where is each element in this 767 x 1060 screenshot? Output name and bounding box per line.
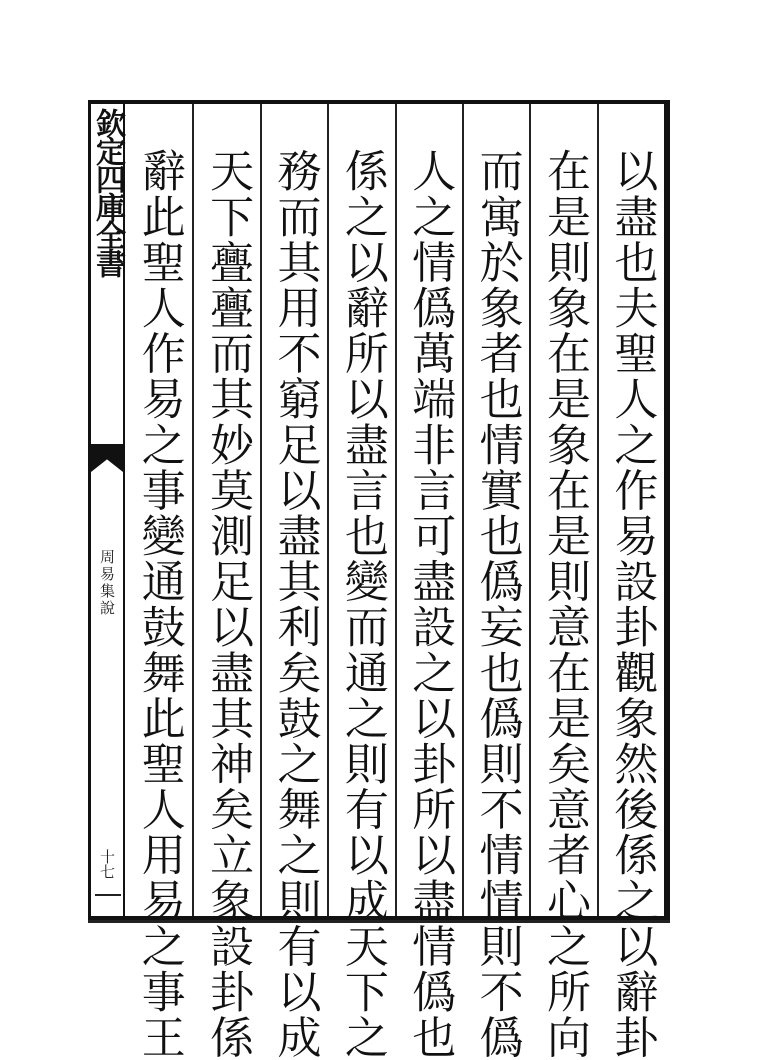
column-text: 務而其用不窮足以盡其利矣鼓之舞之則有以成 [269,148,321,1060]
text-column [260,104,327,1060]
leaf-number: 十七 [98,849,116,879]
text-column [327,104,394,1060]
text-column [597,104,664,1060]
margin-strip [91,104,125,916]
text-column [395,104,462,1060]
text-columns [125,104,664,1060]
text-column [529,104,596,1060]
book-title: 周易集說 [98,549,116,617]
column-text: 而寓於象者也情實也僞妄也僞則不情情則不僞 [471,148,523,1060]
fishtail-mark [91,444,123,472]
column-text: 以盡也夫聖人之作易設卦觀象然後係之以辭卦 [606,148,658,1060]
text-column [125,104,192,1060]
leaf-rule [95,894,121,896]
collection-title: 欽定四庫全書 [90,108,125,276]
column-text: 天下亹亹而其妙莫測足以盡其神矣立象設卦係 [202,148,254,1060]
text-column [462,104,529,1060]
text-column [192,104,259,1060]
column-text: 係之以辭所以盡言也變而通之則有以成天下之 [336,148,388,1060]
column-text: 辭此聖人作易之事變通鼓舞此聖人用易之事王 [133,148,185,1060]
column-text: 在是則象在是象在是則意在是矣意者心之所向 [538,148,590,1060]
column-text: 人之情僞萬端非言可盡設之以卦所以盡情僞也 [404,148,456,1060]
